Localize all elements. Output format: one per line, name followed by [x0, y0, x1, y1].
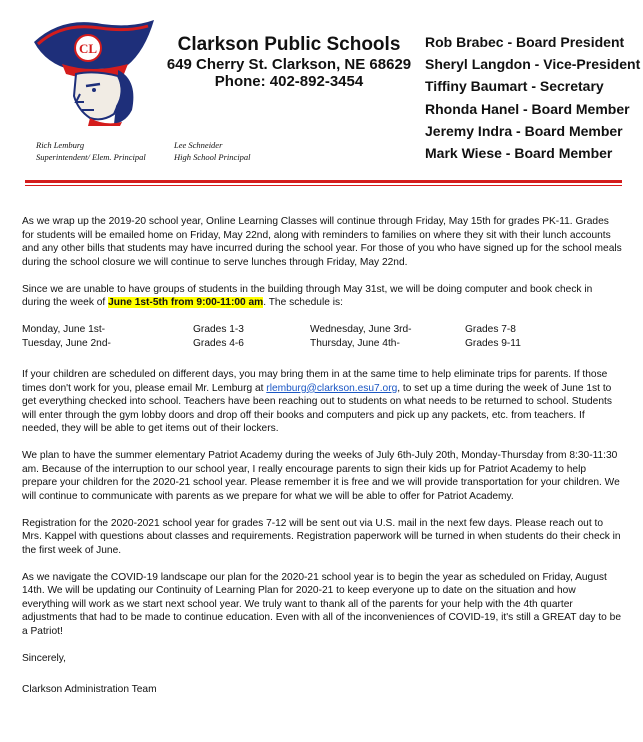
check-in-text: Since we are unable to have groups of students in the building through May 31st, we will be doing computer and book check in during the week of [22, 283, 593, 308]
superintendent-name: Rich Lemburg [36, 140, 85, 150]
schedule-intro: . The schedule is: [263, 297, 343, 308]
board-member: Rob Brabec - Board President [425, 34, 625, 50]
paragraph-registration: Registration for the 2020-2021 school year for grades 7-12 will be sent out via U.S. mail in the next few days. Please reach out to Mrs. Kappel with questions about classes and requirements. Registration paperwork will be turned in when students do their check in the first week of June. [22, 517, 621, 556]
schedule-day: Tuesday, June 2nd- [22, 337, 111, 349]
schedule-table [22, 323, 622, 350]
header-divider-thin [25, 185, 622, 186]
schedule-grades: Grades 1-3 [193, 324, 244, 335]
paragraph-patriot-academy: We plan to have the summer elementary Patriot Academy during the weeks of July 6th-July 20th, Monday-Thursday from 8:30-11:30 am. Because of the interruption to our school year, I really encourage parents to sign their kids up for Patriot Academy to help prepare your children for the 2020-21 school year. Please remember it is free and we will provide transportation for your children. We will continue to communicate with parents as we prepare for what we will be able to offer for Patriot Academy. [22, 450, 620, 502]
board-member: Jeremy Indra - Board Member [425, 122, 623, 139]
schedule-day: Thursday, June 4th- [310, 337, 400, 349]
board-member: Mark Wiese - Board Member [425, 144, 613, 161]
principal-title: High School Principal [174, 152, 251, 162]
board-member: Sheryl Langdon - Vice-President [425, 56, 641, 73]
email-link[interactable]: rlemburg@clarkson.esu7.org [266, 382, 398, 394]
schedule-grades: Grades 9-11 [465, 337, 521, 349]
school-header [163, 34, 415, 90]
board-member: Tiffiny Baumart - Secretary [425, 78, 604, 95]
letter-body [22, 215, 622, 710]
signature: Clarkson Administration Team [22, 684, 157, 695]
schedule-grades: Grades 4-6 [193, 337, 244, 349]
paragraph-scheduling [22, 368, 622, 436]
schedule-day: Monday, June 1st- [22, 324, 106, 335]
school-address: 649 Cherry St. Clarkson, NE 68629 [166, 56, 412, 73]
closing: Sincerely, [22, 652, 66, 664]
paragraph-covid-plan: As we navigate the COVID-19 landscape our plan for the 2020-21 school year is to begin the year as scheduled on Friday, August 14th. We will be updating our Continuity of Learning Plan for 2020-21 to keep everyone up to date on the situation and how everything will work as we start next school year. We truly want to thank all of the parents for your help with the 4th quarter adjustments that had to be made to continue education. Even with all of the inconveniences of COVID-19, it's still a GREAT day to be a Patriot! [22, 571, 622, 637]
scheduling-text-cont: , to set up a time during the week of June 1st to get everything checked into school. Teachers have been reaching out to students on what needs to be returned to school. Students will enter through the gym lobby doors and drop off their books and computers and pick up any packets, etc. from teachers. If needed, they will be able to get items out of their lockers. [22, 382, 612, 434]
superintendent-title: Superintendent/ Elem. Principal [36, 152, 146, 162]
highlighted-dates: June 1st-5th from 9:00-11:00 am [108, 297, 264, 308]
school-name: Clarkson Public Schools [177, 34, 401, 55]
board-member-list [425, 33, 640, 166]
schedule-day: Wednesday, June 3rd- [310, 324, 412, 335]
scheduling-text: If your children are scheduled on different days, you may bring them in at the same time to help eliminate trips for parents. If those times don't work for you, please email Mr. Lemburg at [22, 369, 608, 394]
header-divider [25, 180, 622, 183]
principal-block [174, 139, 251, 163]
board-member: Rhonda Hanel - Board Member [425, 100, 630, 117]
superintendent-block [36, 139, 146, 163]
principal-name: Lee Schneider [174, 140, 223, 150]
patriot-logo [32, 14, 158, 126]
logo-letters: CL [78, 41, 98, 56]
school-phone: Phone: 402-892-3454 [214, 73, 364, 90]
paragraph-check-in [22, 283, 622, 310]
paragraph-online-learning: As we wrap up the 2019-20 school year, Online Learning Classes will continue through Friday, May 15th for grades PK-11. Grades for students will be emailed home on Friday, May 22nd, along with reminders to families on where they sit with their lunch accounts and any other bills that students may have incurred during the school year. For those of you who have signed up for the school meals during the school closure we will continue to serve lunches through Friday, May 22nd. [22, 216, 622, 268]
schedule-grades: Grades 7-8 [465, 324, 516, 335]
